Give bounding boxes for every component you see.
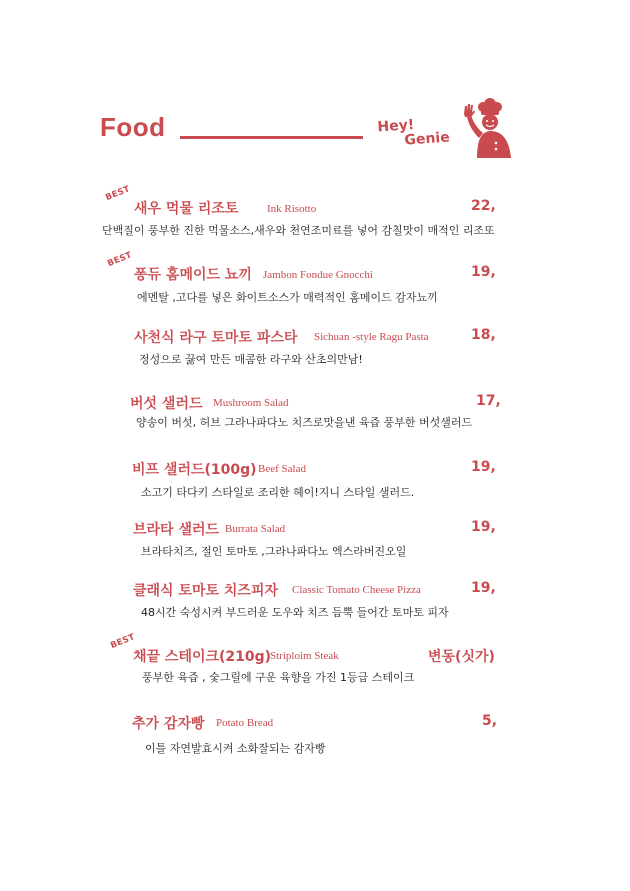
item-name: 퐁듀 홈메이드 뇨끼 <box>134 267 252 283</box>
item-description: 48시간 숙성시켜 부드러운 도우와 치즈 듬뿍 들어간 토마토 피자 <box>141 606 449 619</box>
item-price: 19, <box>471 459 496 475</box>
item-description: 양송이 버섯, 허브 그라나파다노 치즈로맛을낸 육즙 풍부한 버섯샐러드 <box>136 416 473 429</box>
item-price: 22, <box>471 198 496 214</box>
item-english-name: Classic Tomato Cheese Pizza <box>292 584 421 596</box>
item-description: 브라타치즈, 절인 토마토 ,그라나파다노 엑스라버진오일 <box>141 545 407 558</box>
item-name: 버섯 샐러드 <box>130 396 203 412</box>
item-name: 사천식 라구 토마토 파스타 <box>134 330 298 346</box>
item-name: 클래식 토마토 치즈피자 <box>133 583 278 599</box>
item-price: 19, <box>471 264 496 280</box>
item-english-name: Burrata Salad <box>225 523 286 535</box>
item-description: 에멘탈 ,고다를 넣은 화이트소스가 매력적인 홈메이드 감자뇨끼 <box>137 291 438 304</box>
item-name: 비프 샐러드(100g) <box>132 462 257 478</box>
item-description: 풍부한 육즙 , 숯그릴에 구운 육향을 가진 1등급 스테이크 <box>142 671 415 684</box>
item-description: 단백질이 풍부한 진한 먹물소스,새우와 천연조미료를 넣어 감칠맛이 매적인 리조또 <box>102 224 495 237</box>
item-name: 브라타 샐러드 <box>133 522 220 538</box>
item-price: 변동(싯가) <box>428 649 495 665</box>
item-english-name: Ink Risotto <box>267 203 317 215</box>
item-english-name: Mushroom Salad <box>213 397 289 409</box>
brand-logo-text <box>377 116 450 151</box>
item-price: 19, <box>471 580 496 596</box>
item-description: 이틀 자연발효시켜 소화잘되는 감자빵 <box>145 742 326 755</box>
item-price: 17, <box>476 393 501 409</box>
best-badge: BEST <box>104 184 132 203</box>
item-price: 5, <box>482 713 498 729</box>
best-badge: BEST <box>109 632 137 651</box>
item-price: 19, <box>471 519 496 535</box>
menu-title: Food <box>100 112 166 142</box>
item-name: 추가 감자빵 <box>132 716 205 732</box>
item-name: 채끝 스테이크(210g) <box>133 649 272 665</box>
item-description: 정성으로 끓여 만든 매콤한 라구와 산초의만남! <box>139 353 363 366</box>
item-name: 새우 먹물 리조토 <box>134 201 239 217</box>
title-underline <box>180 136 363 139</box>
brand-line-1: Hey! <box>376 116 415 136</box>
item-english-name: Striploim Steak <box>270 650 339 662</box>
item-english-name: Jambon Fondue Gnocchi <box>263 269 373 281</box>
item-price: 18, <box>471 327 496 343</box>
chef-waving-icon <box>459 98 519 158</box>
brand-line-2: Genie <box>403 129 451 149</box>
best-badge: BEST <box>106 250 134 269</box>
item-description: 소고기 타다키 스타일로 조리한 헤이!지니 스타일 샐러드. <box>141 486 415 499</box>
item-english-name: Sichuan -style Ragu Pasta <box>314 331 429 343</box>
item-english-name: Potato Bread <box>216 717 274 729</box>
item-english-name: Beef Salad <box>258 463 306 475</box>
